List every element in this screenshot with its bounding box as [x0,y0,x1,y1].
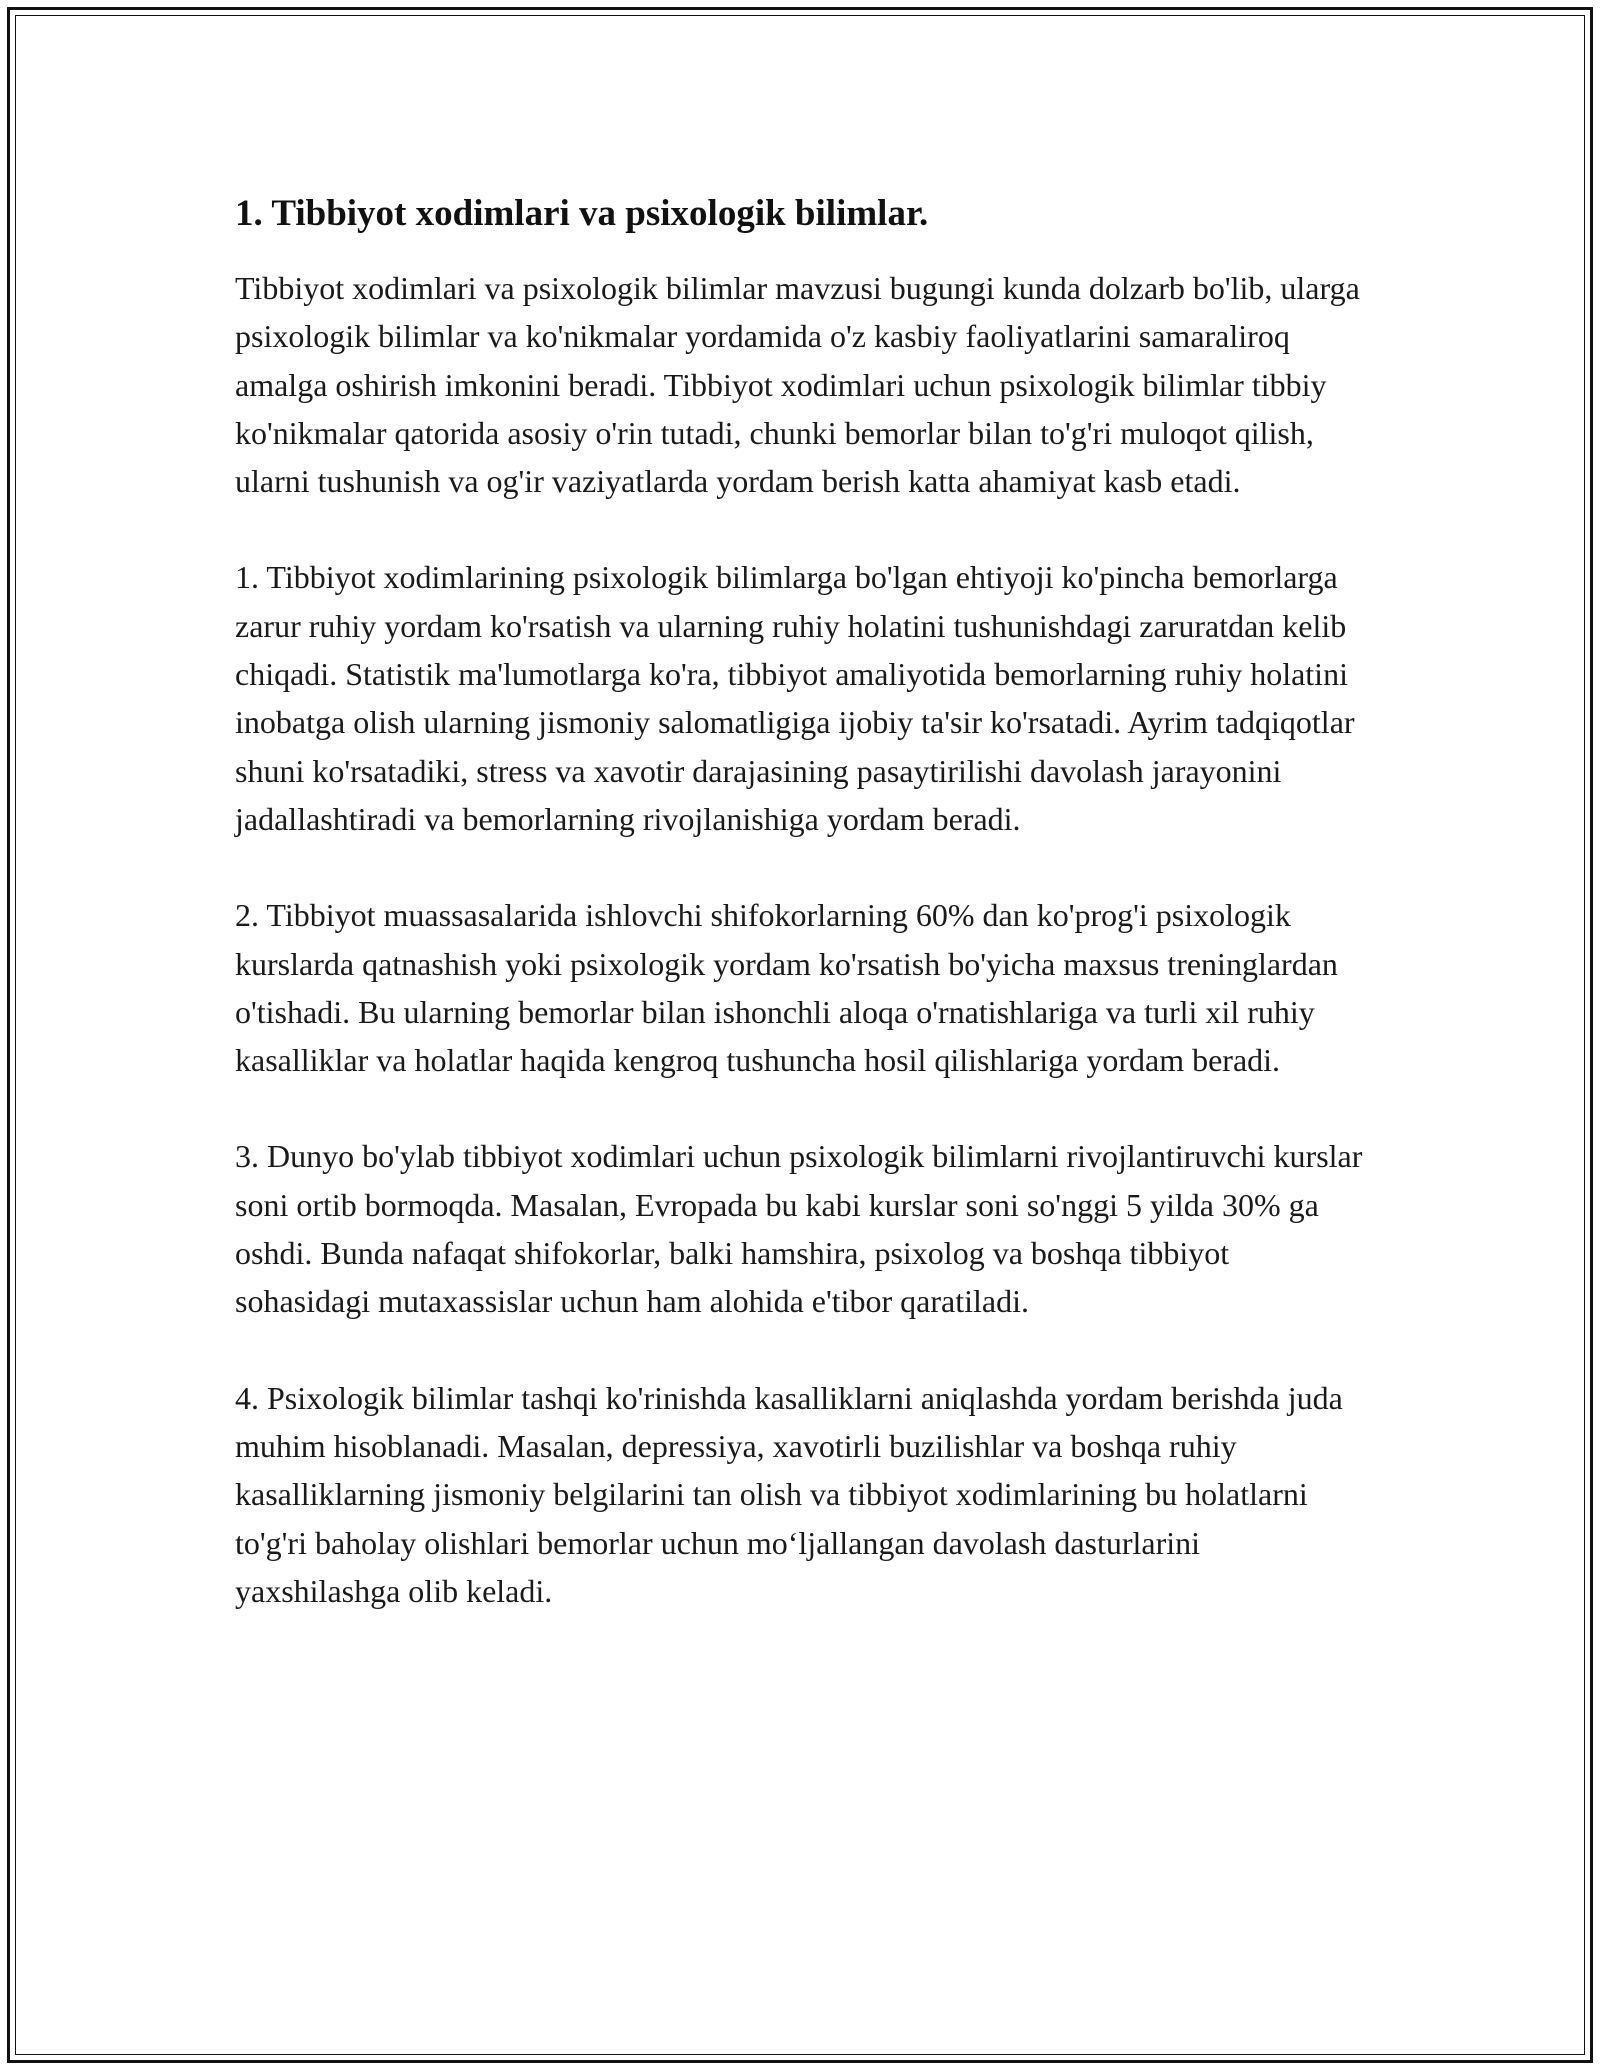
paragraph-2: 2. Tibbiyot muassasalarida ishlovchi shifokorlarning 60% dan ko'prog'i psixologik kurslarda qatnashish yoki psixologik yordam ko'rsatish bo'yicha maxsus treninglardan o'tishadi. Bu ularning bemorlar bilan ishonchli aloqa o'rnatishlariga va turli xil ruhiy kasalliklar va holatlar haqida kengroq tushuncha hosil qilishlariga yordam beradi. [235,897,1338,1079]
paragraph-4: 4. Psixologik bilimlar tashqi ko'rinishda kasalliklarni aniqlashda yordam berishda juda muhim hisoblanadi. Masalan, depressiya, xavotirli buzilishlar va boshqa ruhiy kasalliklarning jismoniy belgilarini tan olish va tibbiyot xodimlarining bu holatlarni to'g'ri baholay olishlari bemorlar uchun mo‘ljallangan davolash dasturlarini yaxshilashga olib keladi. [235,1379,1343,1609]
paragraph-1: 1. Tibbiyot xodimlarining psixologik bilimlarga bo'lgan ehtiyoji ko'pincha bemorlarga zarur ruhiy yordam ko'rsatish va ularning ruhiy holatini tushunishdagi zaruratdan kelib chiqadi. Statistik ma'lumotlarga ko'ra, tibbiyot amaliyotida bemorlarning ruhiy holatini inobatga olish ularning jismoniy salomatligiga ijobiy ta'sir ko'rsatadi. Ayrim tadqiqotlar shuni ko'rsatadiki, stress va xavotir darajasining pasaytirilishi davolash jarayonini jadallashtiradi va bemorlarning rivojlanishiga yordam beradi. [235,559,1355,837]
document-title: 1. Tibbiyot xodimlari va psixologik bilimlar. [235,193,929,234]
intro-paragraph: Tibbiyot xodimlari va psixologik bilimlar mavzusi bugungi kunda dolzarb bo'lib, ularga psixologik bilimlar va ko'nikmalar yordamida o'z kasbiy faoliyatlarini samaraliroq amalga oshirish imkonini beradi. Tibbiyot xodimlari uchun psixologik bilimlar tibbiy ko'nikmalar qatorida asosiy o'rin tutadi, chunki bemorlar bilan to'g'ri muloqot qilish, ularni tushunish va og'ir vaziyatlarda yordam berish katta ahamiyat kasb etadi. [235,270,1360,500]
document-body [235,190,1365,1663]
paragraph-3: 3. Dunyo bo'ylab tibbiyot xodimlari uchun psixologik bilimlarni rivojlantiruvchi kurslar soni ortib bormoqda. Masalan, Evropada bu kabi kurslar soni so'nggi 5 yilda 30% ga oshdi. Bunda nafaqat shifokorlar, balki hamshira, psixolog va boshqa tibbiyot sohasidagi mutaxassislar uchun ham alohida e'tibor qaratiladi. [235,1138,1363,1320]
